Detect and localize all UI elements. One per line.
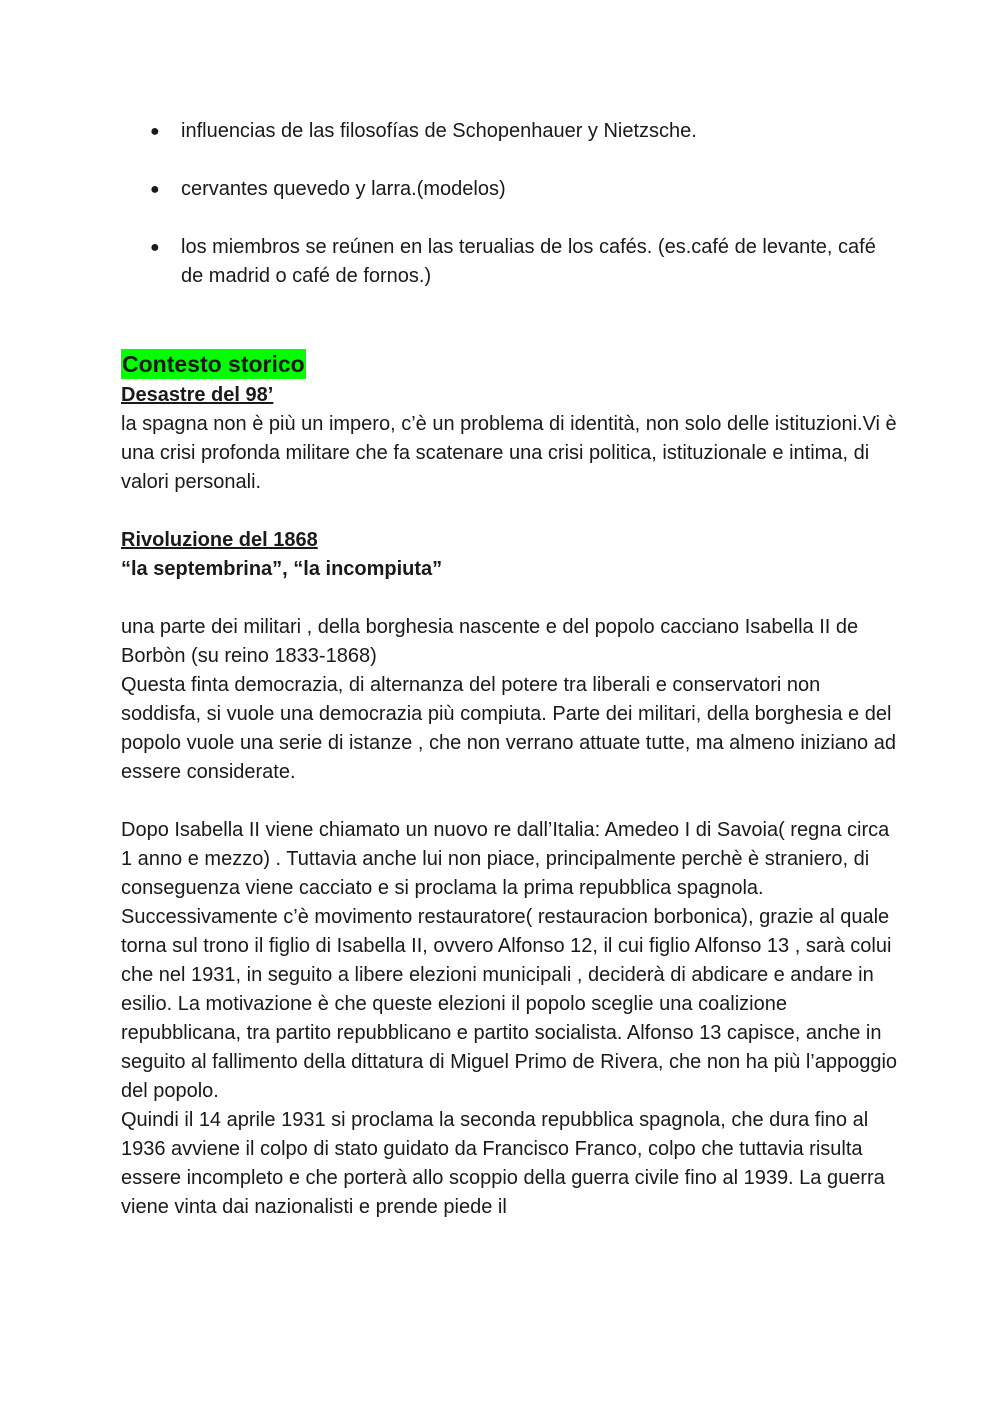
bullet-list bbox=[150, 117, 890, 320]
section-heading: Contesto storico bbox=[122, 351, 305, 377]
paragraph-1: una parte dei militari , della borghesia nascente e del popolo cacciano Isabella II de Borbòn (su reino 1833-1868) bbox=[121, 616, 859, 667]
subheading-desastre: Desastre del 98’ bbox=[121, 384, 274, 406]
bullet-dot-icon: ● bbox=[150, 239, 160, 256]
paragraph-4: Quindi il 14 aprile 1931 si proclama la seconda repubblica spagnola, che dura fino al 1936 avviene il colpo di stato guidato da Francisco Franco, colpo che tuttavia risulta essere incompleto e che porterà allo scoppio della guerra civile fino al 1939. La guerra viene vinta dai nazionalisti e prende piede il bbox=[121, 1109, 885, 1218]
bullet-dot-icon: ● bbox=[150, 123, 160, 140]
bullet-item bbox=[150, 175, 890, 204]
bullet-text: cervantes quevedo y larra.(modelos) bbox=[181, 178, 506, 200]
section-body bbox=[121, 349, 901, 1222]
bullet-item bbox=[150, 233, 890, 291]
subheading-quote: “la septembrina”, “la incompiuta” bbox=[121, 558, 443, 580]
bullet-dot-icon: ● bbox=[150, 181, 160, 198]
bullet-text: los miembros se reúnen en las terualias de los cafés. (es.café de levante, café de madrid o café de fornos.) bbox=[181, 236, 876, 287]
paragraph-desastre: la spagna non è più un impero, c’è un problema di identità, non solo delle istituzioni.Vi è una crisi profonda militare che fa scatenare una crisi politica, istituzionale e intima, di valori personali. bbox=[121, 413, 897, 493]
paragraph-3: Dopo Isabella II viene chiamato un nuovo re dall’Italia: Amedeo I di Savoia( regna circa 1 anno e mezzo) . Tuttavia anche lui non piace, principalmente perchè è straniero, di conseguenza viene cacciato e si proclama la prima repubblica spagnola. Successivamente c’è movimento restauratore( restauracion borbonica), grazie al quale torna sul trono il figlio di Isabella II, ovvero Alfonso 12, il cui figlio Alfonso 13 , sarà colui che nel 1931, in seguito a libere elezioni municipali , deciderà di abdicare e andare in esilio. La motivazione è che queste elezioni il popolo sceglie una coalizione repubblicana, tra partito repubblicano e partito socialista. Alfonso 13 capisce, anche in seguito al fallimento della dittatura di Miguel Primo de Rivera, che non ha più l’appoggio del popolo. bbox=[121, 819, 898, 1102]
subheading-rivoluzione: Rivoluzione del 1868 bbox=[121, 529, 318, 551]
bullet-text: influencias de las filosofías de Schopenhauer y Nietzsche. bbox=[181, 120, 697, 142]
bullet-item bbox=[150, 117, 890, 146]
paragraph-2: Questa finta democrazia, di alternanza del potere tra liberali e conservatori non soddisfa, si vuole una democrazia più compiuta. Parte dei militari, della borghesia e del popolo vuole una serie di istanze , che non verrano attuate tutte, ma almeno iniziano ad essere considerate. bbox=[121, 674, 896, 783]
